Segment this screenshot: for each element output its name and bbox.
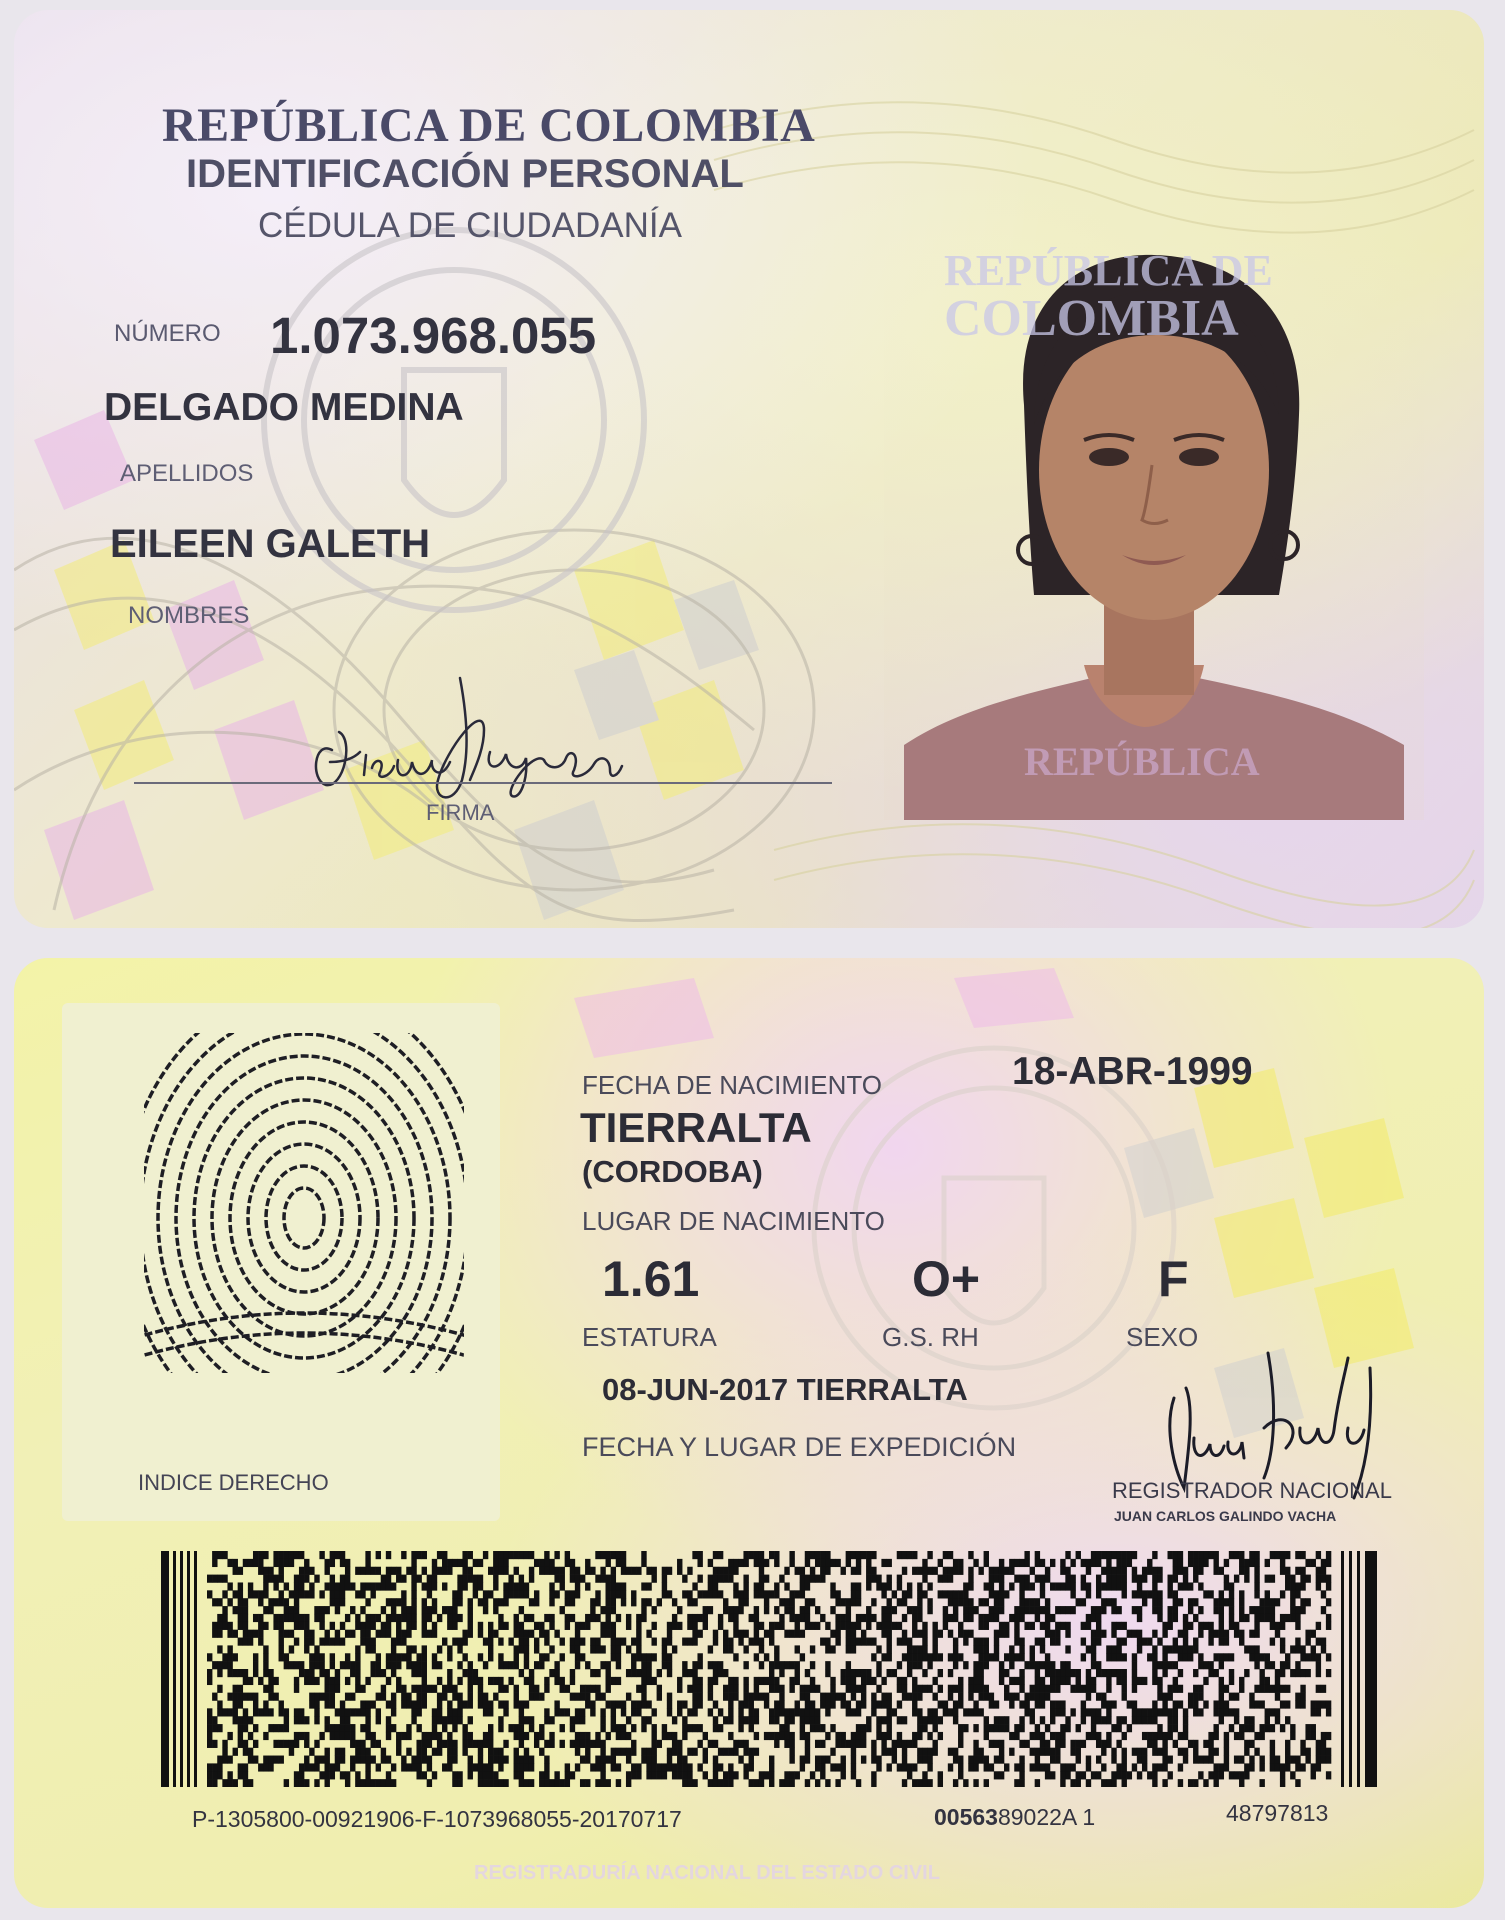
fecha-nacimiento-value: 18-ABR-1999 xyxy=(1012,1050,1253,1093)
id-card-front xyxy=(14,10,1484,928)
document-type: IDENTIFICACIÓN PERSONAL xyxy=(186,152,744,196)
sexo-value: F xyxy=(1158,1251,1189,1307)
id-number: 1.073.968.055 xyxy=(270,307,597,364)
apellidos-label: APELLIDOS xyxy=(120,460,254,487)
registrador-name: JUAN CARLOS GALINDO VACHA xyxy=(1114,1508,1337,1524)
expedicion-value: 08-JUN-2017 TIERRALTA xyxy=(602,1372,968,1407)
firma-line xyxy=(134,782,832,784)
registrador-label: REGISTRADOR NACIONAL xyxy=(1112,1478,1392,1503)
fecha-nacimiento-label: FECHA DE NACIMIENTO xyxy=(582,1070,883,1100)
svg-text:REPÚBLICA DE: REPÚBLICA DE xyxy=(944,246,1273,295)
lugar-nacimiento-label: LUGAR DE NACIMIENTO xyxy=(582,1206,885,1236)
fingerprint-label: INDICE DERECHO xyxy=(138,1470,329,1495)
holder-photo xyxy=(884,235,1424,820)
lugar-nacimiento-dept: (CORDOBA) xyxy=(582,1154,763,1189)
footer-watermark: REGISTRADURÍA NACIONAL DEL ESTADO CIVIL xyxy=(474,1862,940,1884)
document-subtype: CÉDULA DE CIUDADANÍA xyxy=(258,206,682,245)
svg-text:REPÚBLICA: REPÚBLICA xyxy=(1024,739,1260,784)
grupo-sanguineo-label: G.S. RH xyxy=(882,1322,979,1352)
nombres-label: NOMBRES xyxy=(128,602,250,629)
apellidos-value: DELGADO MEDINA xyxy=(104,386,464,429)
expedicion-label: FECHA Y LUGAR DE EXPEDICIÓN xyxy=(582,1432,1017,1462)
pdf417-barcode xyxy=(161,1551,1385,1787)
numero-label: NÚMERO xyxy=(114,320,221,347)
code-mid-rest: 89022A 1 xyxy=(997,1804,1096,1830)
estatura-value: 1.61 xyxy=(602,1251,700,1307)
nombres-value: EILEEN GALETH xyxy=(110,522,431,566)
firma-label: FIRMA xyxy=(426,800,495,825)
grupo-sanguineo-value: O+ xyxy=(912,1251,981,1307)
country-title: REPÚBLICA DE COLOMBIA xyxy=(162,99,816,152)
id-card-back xyxy=(14,958,1484,1908)
estatura-label: ESTATURA xyxy=(582,1322,717,1352)
code-right: 48797813 xyxy=(1226,1800,1329,1826)
lugar-nacimiento-city: TIERRALTA xyxy=(580,1104,812,1151)
sexo-label: SEXO xyxy=(1126,1322,1199,1352)
code-left: P-1305800-00921906-F-1073968055-20170717 xyxy=(192,1806,682,1832)
svg-text:COLOMBIA: COLOMBIA xyxy=(944,290,1239,347)
code-mid xyxy=(934,1804,1095,1831)
code-mid-bold: 00563 xyxy=(934,1804,998,1830)
